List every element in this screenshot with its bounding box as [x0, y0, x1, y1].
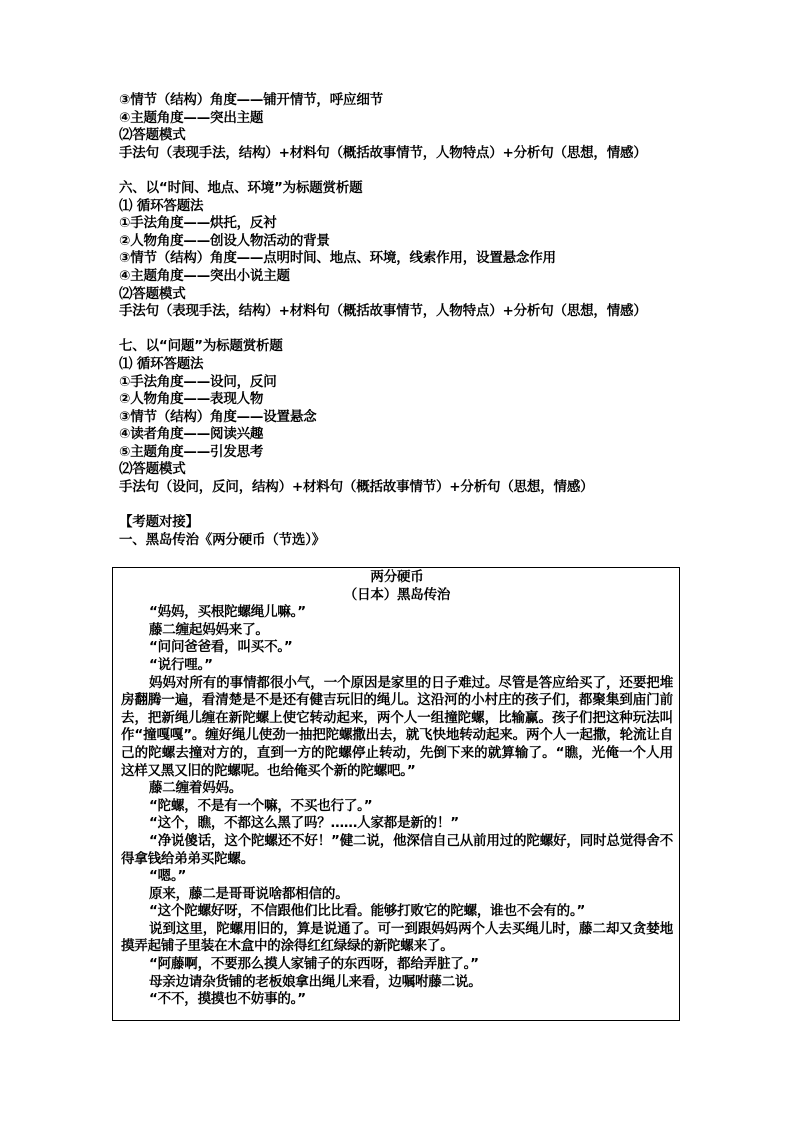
story-paragraph: “这个陀螺好呀，不信跟他们比比看。能够打败它的陀螺，谁也不会有的。” [149, 903, 586, 920]
list-item: ①手法角度——设问，反问 [119, 373, 277, 390]
exam-title: 一、黑岛传治《两分硬币（节选）》 [119, 531, 326, 548]
answer-mode-text: 手法句（设问，反问，结构）+材料句（概括故事情节）+分析句（思想，情感） [119, 479, 594, 496]
story-paragraph: 母亲边请杂货铺的老板娘拿出绳儿来看，边嘱咐藤二说。 [149, 973, 482, 990]
list-item: ④主题角度——突出主题 [119, 109, 264, 126]
story-paragraph: “妈妈，买根陀螺绳儿嘛。” [149, 604, 306, 621]
answer-mode-label: ⑵答题模式 [119, 461, 186, 478]
answer-mode-label: ⑵答题模式 [119, 285, 186, 302]
answer-mode-text: 手法句（表现手法，结构）+材料句（概括故事情节，人物特点）+分析句（思想，情感） [119, 303, 647, 320]
story-paragraph: “说行哩。” [149, 656, 213, 673]
story-paragraph: “阿藤啊，不要那么摸人家铺子的东西呀，都给弄脏了。” [149, 956, 479, 973]
story-box [112, 567, 680, 1021]
exam-label: 【考题对接】 [119, 514, 199, 531]
story-paragraph: “嗯。” [149, 868, 187, 885]
list-item: ④主题角度——突出小说主题 [119, 267, 290, 284]
story-paragraph: 说到这里，陀螺用旧的，算是说通了。可一到跟妈妈两个人去买绳儿时，藤二却又贪婪地摸弄起铺子里装在木盒中的涂得红红绿绿的新陀螺来了。 [121, 920, 673, 955]
list-item: ③情节（结构）角度——点明时间、地点、环境，线索作用，设置悬念作用 [119, 250, 556, 267]
answer-mode-label: ⑵答题模式 [119, 127, 186, 144]
method-label: ⑴ 循环答题法 [119, 355, 204, 372]
list-item: ⑤主题角度——引发思考 [119, 443, 264, 460]
story-paragraph: “净说傻话，这个陀螺还不好！”健二说，他深信自己从前用过的陀螺好，同时总觉得舍不得拿钱给弟弟买陀螺。 [121, 832, 673, 867]
method-label: ⑴ 循环答题法 [119, 197, 204, 214]
section-heading: 七、以“问题”为标题赏析题 [119, 338, 283, 355]
story-paragraph: “不不，摸摸也不妨事的。” [149, 991, 306, 1008]
list-item: ③情节（结构）角度——铺开情节，呼应细节 [119, 92, 383, 108]
answer-mode-text: 手法句（表现手法，结构）+材料句（概括故事情节，人物特点）+分析句（思想，情感） [119, 144, 647, 161]
story-paragraph: 藤二缠起妈妈来了。 [149, 621, 269, 638]
story-author: （日本）黑岛传治 [343, 586, 451, 603]
list-item: ②人物角度——创设人物活动的背景 [119, 232, 330, 249]
story-paragraph: “问问爸爸看，叫买不。” [149, 639, 293, 656]
story-paragraph: 藤二缠着妈妈。 [149, 780, 243, 797]
story-paragraph: 妈妈对所有的事情都很小气，一个原因是家里的日子难过。尽管是答应给买了，还要把堆房翻腾一遍，看清楚是不是还有健吉玩旧的绳儿。这沿河的小村庄的孩子们，都聚集到庙门前去，把新绳儿缠在新陀螺上使它转动起来，两个人一组撞陀螺，比输赢。孩子们把这种玩法叫作“撞嘎嘎”。缠好绳儿使劲一抽把陀螺撒出去，就飞快地转动起来。两个人一起撒，轮流让自己的陀螺去撞对方的，直到一方的陀螺停止转动，先倒下来的就算输了。“瞧，光俺一个人用这样又黑又旧的陀螺呢。也给俺买个新的陀螺吧。” [121, 674, 673, 779]
list-item: ①手法角度——烘托，反衬 [119, 215, 277, 232]
story-title: 两分硬币 [370, 569, 424, 585]
section-heading: 六、以“时间、地点、环境”为标题赏析题 [119, 179, 363, 196]
list-item: ②人物角度——表现人物 [119, 391, 264, 408]
list-item: ③情节（结构）角度——设置悬念 [119, 408, 317, 425]
story-paragraph: 原来，藤二是哥哥说啥都相信的。 [149, 885, 349, 902]
story-paragraph: “陀螺，不是有一个嘛，不买也行了。” [149, 797, 373, 814]
list-item: ④读者角度——阅读兴趣 [119, 426, 264, 443]
story-paragraph: “这个，瞧，不都这么黑了吗？……人家都是新的！” [149, 815, 459, 832]
document-body [119, 92, 689, 549]
